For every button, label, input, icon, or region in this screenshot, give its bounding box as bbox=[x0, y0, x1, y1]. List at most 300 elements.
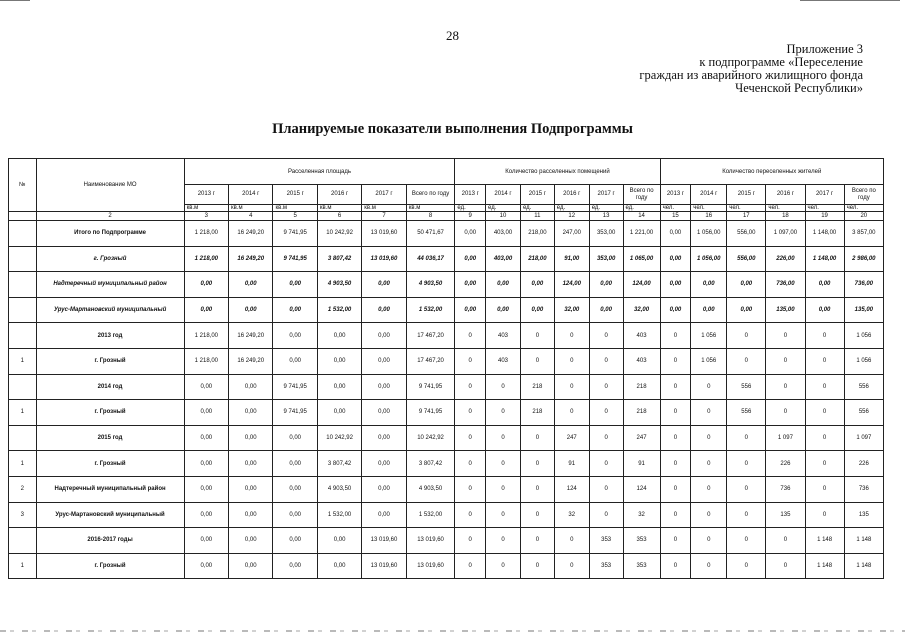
premises-cell: 91 bbox=[623, 451, 660, 477]
area-cell: 0,00 bbox=[273, 553, 317, 579]
residents-cell: 0 bbox=[766, 323, 805, 349]
group-premises-header: Количество расселенных помещений bbox=[455, 159, 660, 185]
area-cell: 13 019,60 bbox=[406, 553, 455, 579]
appendix-line-1: Приложение 3 bbox=[786, 42, 863, 56]
premises-cell: 0 bbox=[455, 425, 486, 451]
premises-cell: 0 bbox=[589, 323, 623, 349]
residents-cell: 0 bbox=[727, 502, 766, 528]
residents-cell: 1 056 bbox=[691, 348, 727, 374]
premises-cell: 0 bbox=[589, 400, 623, 426]
row-name: 2016-2017 годы bbox=[36, 528, 184, 554]
premises-cell: 0,00 bbox=[589, 297, 623, 323]
residents-cell: 0 bbox=[805, 451, 844, 477]
residents-cell: 0 bbox=[727, 425, 766, 451]
year-header-area-1: 2014 г bbox=[229, 185, 273, 205]
residents-cell: 0 bbox=[805, 425, 844, 451]
area-cell: 16 249,20 bbox=[229, 323, 273, 349]
residents-cell: 3 857,00 bbox=[844, 221, 883, 247]
area-cell: 10 242,92 bbox=[317, 221, 361, 247]
area-cell: 13 019,60 bbox=[362, 528, 406, 554]
premises-cell: 0 bbox=[486, 476, 521, 502]
table-row bbox=[9, 425, 884, 451]
column-number: 8 bbox=[406, 212, 455, 221]
area-cell: 0,00 bbox=[362, 272, 406, 298]
column-number: 4 bbox=[229, 212, 273, 221]
area-cell: 0,00 bbox=[184, 374, 228, 400]
area-cell: 44 036,17 bbox=[406, 246, 455, 272]
premises-cell: 32 bbox=[623, 502, 660, 528]
row-name: Урус-Мартановский муниципальный bbox=[36, 297, 184, 323]
area-cell: 0,00 bbox=[184, 425, 228, 451]
area-cell: 0,00 bbox=[229, 528, 273, 554]
table-row bbox=[9, 246, 884, 272]
area-cell: 3 807,42 bbox=[406, 451, 455, 477]
residents-cell: 1 097 bbox=[844, 425, 883, 451]
group-area-header: Расселенная площадь bbox=[184, 159, 455, 185]
column-number: 11 bbox=[520, 212, 554, 221]
premises-cell: 0 bbox=[520, 553, 554, 579]
area-cell: 0,00 bbox=[273, 297, 317, 323]
row-name: Надтеречный муниципальный район bbox=[36, 272, 184, 298]
area-cell: 13 019,60 bbox=[406, 528, 455, 554]
residents-cell: 135,00 bbox=[844, 297, 883, 323]
premises-cell: 0 bbox=[455, 528, 486, 554]
residents-cell: 0,00 bbox=[805, 297, 844, 323]
premises-cell: 0 bbox=[520, 502, 554, 528]
residents-cell: 0,00 bbox=[727, 272, 766, 298]
group-residents-header: Количество переселенных жителей bbox=[660, 159, 883, 185]
premises-cell: 0 bbox=[455, 400, 486, 426]
area-cell: 17 467,20 bbox=[406, 323, 455, 349]
area-cell: 9 741,95 bbox=[406, 400, 455, 426]
year-header-premises-5: Всего по году bbox=[623, 185, 660, 205]
column-number-empty bbox=[9, 212, 37, 221]
area-cell: 1 218,00 bbox=[184, 348, 228, 374]
premises-cell: 247 bbox=[554, 425, 589, 451]
area-cell: 1 218,00 bbox=[184, 323, 228, 349]
residents-cell: 0 bbox=[766, 400, 805, 426]
premises-cell: 218 bbox=[520, 374, 554, 400]
premises-cell: 403,00 bbox=[486, 246, 521, 272]
premises-cell: 124 bbox=[623, 476, 660, 502]
column-number: 18 bbox=[766, 212, 805, 221]
table-row bbox=[9, 502, 884, 528]
area-cell: 4 903,50 bbox=[317, 476, 361, 502]
residents-cell: 0 bbox=[805, 476, 844, 502]
premises-cell: 0 bbox=[520, 425, 554, 451]
area-cell: 16 249,20 bbox=[229, 221, 273, 247]
premises-cell: 0,00 bbox=[486, 272, 521, 298]
area-cell: 0,00 bbox=[229, 451, 273, 477]
area-cell: 9 741,95 bbox=[273, 400, 317, 426]
residents-cell: 0 bbox=[727, 451, 766, 477]
area-cell: 0,00 bbox=[229, 297, 273, 323]
area-cell: 0,00 bbox=[184, 476, 228, 502]
residents-cell: 736 bbox=[844, 476, 883, 502]
premises-cell: 0 bbox=[455, 553, 486, 579]
premises-cell: 124,00 bbox=[554, 272, 589, 298]
col-name-header: Наименование МО bbox=[36, 159, 184, 212]
row-name: 2013 год bbox=[36, 323, 184, 349]
premises-cell: 0 bbox=[455, 323, 486, 349]
column-number: 19 bbox=[805, 212, 844, 221]
residents-cell: 0 bbox=[660, 476, 691, 502]
area-cell: 0,00 bbox=[362, 323, 406, 349]
unit-header: чел. bbox=[844, 205, 883, 212]
premises-cell: 32,00 bbox=[554, 297, 589, 323]
area-cell: 0,00 bbox=[229, 553, 273, 579]
premises-cell: 0 bbox=[554, 553, 589, 579]
area-cell: 0,00 bbox=[273, 323, 317, 349]
residents-cell: 0 bbox=[691, 528, 727, 554]
premises-cell: 1 221,00 bbox=[623, 221, 660, 247]
table-row bbox=[9, 528, 884, 554]
residents-cell: 0 bbox=[805, 348, 844, 374]
area-cell: 13 019,60 bbox=[362, 221, 406, 247]
premises-cell: 0 bbox=[520, 323, 554, 349]
residents-cell: 0 bbox=[766, 553, 805, 579]
premises-cell: 403,00 bbox=[486, 221, 521, 247]
appendix-line-2: к подпрограмме «Переселение bbox=[699, 55, 863, 69]
year-header-residents-4: 2017 г bbox=[805, 185, 844, 205]
area-cell: 0,00 bbox=[229, 272, 273, 298]
year-header-area-0: 2013 г bbox=[184, 185, 228, 205]
premises-cell: 0 bbox=[589, 476, 623, 502]
residents-cell: 1 056,00 bbox=[691, 246, 727, 272]
area-cell: 0,00 bbox=[362, 502, 406, 528]
area-cell: 13 019,60 bbox=[362, 246, 406, 272]
unit-header: чел. bbox=[691, 205, 727, 212]
premises-cell: 0 bbox=[455, 476, 486, 502]
indicators-table bbox=[8, 158, 884, 579]
row-name: 2015 год bbox=[36, 425, 184, 451]
area-cell: 0,00 bbox=[362, 297, 406, 323]
area-cell: 0,00 bbox=[273, 272, 317, 298]
column-number: 20 bbox=[844, 212, 883, 221]
area-cell: 0,00 bbox=[362, 451, 406, 477]
row-number bbox=[9, 297, 37, 323]
area-cell: 13 019,60 bbox=[362, 553, 406, 579]
document-title: Планируемые показатели выполнения Подпрограммы bbox=[272, 121, 633, 137]
area-cell: 0,00 bbox=[273, 451, 317, 477]
area-cell: 9 741,95 bbox=[273, 221, 317, 247]
premises-cell: 0 bbox=[589, 502, 623, 528]
area-cell: 4 903,50 bbox=[317, 272, 361, 298]
unit-header: кв.м bbox=[406, 205, 455, 212]
premises-cell: 0 bbox=[455, 451, 486, 477]
residents-cell: 0 bbox=[691, 374, 727, 400]
column-number: 3 bbox=[184, 212, 228, 221]
premises-cell: 403 bbox=[486, 348, 521, 374]
row-name: г. Грозный bbox=[36, 451, 184, 477]
residents-cell: 0 bbox=[691, 502, 727, 528]
residents-cell: 736 bbox=[766, 476, 805, 502]
premises-cell: 0 bbox=[554, 348, 589, 374]
residents-cell: 0 bbox=[727, 323, 766, 349]
residents-cell: 556 bbox=[844, 400, 883, 426]
premises-cell: 124 bbox=[554, 476, 589, 502]
row-name: 2014 год bbox=[36, 374, 184, 400]
column-number: 6 bbox=[317, 212, 361, 221]
premises-cell: 0,00 bbox=[455, 246, 486, 272]
row-number bbox=[9, 272, 37, 298]
unit-header: кв.м bbox=[362, 205, 406, 212]
scan-artifact bbox=[0, 630, 905, 632]
row-number bbox=[9, 528, 37, 554]
premises-cell: 0,00 bbox=[455, 221, 486, 247]
area-cell: 0,00 bbox=[229, 502, 273, 528]
row-number bbox=[9, 374, 37, 400]
year-header-area-4: 2017 г bbox=[362, 185, 406, 205]
area-cell: 0,00 bbox=[273, 425, 317, 451]
unit-header: ед. bbox=[589, 205, 623, 212]
col-no-header: № bbox=[9, 159, 37, 212]
premises-cell: 0 bbox=[589, 348, 623, 374]
residents-cell: 736,00 bbox=[766, 272, 805, 298]
residents-cell: 0,00 bbox=[691, 297, 727, 323]
column-number: 7 bbox=[362, 212, 406, 221]
area-cell: 0,00 bbox=[362, 348, 406, 374]
area-cell: 4 903,50 bbox=[406, 272, 455, 298]
premises-cell: 218 bbox=[520, 400, 554, 426]
unit-header: чел. bbox=[660, 205, 691, 212]
residents-cell: 0,00 bbox=[660, 221, 691, 247]
residents-cell: 0 bbox=[660, 323, 691, 349]
unit-header: кв.м bbox=[317, 205, 361, 212]
premises-cell: 1 065,00 bbox=[623, 246, 660, 272]
premises-cell: 0 bbox=[520, 528, 554, 554]
year-header-residents-2: 2015 г bbox=[727, 185, 766, 205]
column-number: 2 bbox=[36, 212, 184, 221]
area-cell: 0,00 bbox=[362, 476, 406, 502]
premises-cell: 403 bbox=[623, 348, 660, 374]
year-header-premises-1: 2014 г bbox=[486, 185, 521, 205]
area-cell: 0,00 bbox=[229, 400, 273, 426]
premises-cell: 0,00 bbox=[589, 272, 623, 298]
row-name: г. Грозный bbox=[36, 348, 184, 374]
unit-header: ед. bbox=[520, 205, 554, 212]
row-name: Итого по Подпрограмме bbox=[36, 221, 184, 247]
row-number bbox=[9, 323, 37, 349]
residents-cell: 0,00 bbox=[660, 272, 691, 298]
residents-cell: 1 056,00 bbox=[691, 221, 727, 247]
residents-cell: 226 bbox=[844, 451, 883, 477]
column-number: 17 bbox=[727, 212, 766, 221]
premises-cell: 403 bbox=[623, 323, 660, 349]
residents-cell: 0,00 bbox=[805, 272, 844, 298]
table-row bbox=[9, 476, 884, 502]
area-cell: 9 741,95 bbox=[406, 374, 455, 400]
residents-cell: 1 056 bbox=[844, 323, 883, 349]
premises-cell: 0 bbox=[486, 502, 521, 528]
appendix-header bbox=[639, 43, 863, 95]
area-cell: 0,00 bbox=[184, 297, 228, 323]
premises-cell: 0,00 bbox=[520, 272, 554, 298]
premises-cell: 353 bbox=[589, 528, 623, 554]
premises-cell: 0 bbox=[486, 451, 521, 477]
premises-cell: 91,00 bbox=[554, 246, 589, 272]
premises-cell: 0,00 bbox=[520, 297, 554, 323]
table-row bbox=[9, 553, 884, 579]
unit-header: ед. bbox=[623, 205, 660, 212]
premises-cell: 0 bbox=[554, 374, 589, 400]
table-row bbox=[9, 348, 884, 374]
row-number: 1 bbox=[9, 348, 37, 374]
area-cell: 0,00 bbox=[317, 323, 361, 349]
area-cell: 0,00 bbox=[317, 374, 361, 400]
premises-cell: 0 bbox=[520, 476, 554, 502]
residents-cell: 1 148,00 bbox=[805, 246, 844, 272]
residents-cell: 556 bbox=[727, 400, 766, 426]
residents-cell: 0 bbox=[727, 348, 766, 374]
residents-cell: 0 bbox=[691, 400, 727, 426]
unit-header: ед. bbox=[455, 205, 486, 212]
residents-cell: 0,00 bbox=[727, 297, 766, 323]
premises-cell: 403 bbox=[486, 323, 521, 349]
table-row bbox=[9, 374, 884, 400]
residents-cell: 556 bbox=[727, 374, 766, 400]
row-number: 1 bbox=[9, 553, 37, 579]
premises-cell: 218,00 bbox=[520, 221, 554, 247]
area-cell: 0,00 bbox=[362, 400, 406, 426]
appendix-line-4: Чеченской Республики» bbox=[735, 81, 863, 95]
table-row bbox=[9, 297, 884, 323]
residents-cell: 0 bbox=[660, 553, 691, 579]
residents-cell: 0 bbox=[691, 451, 727, 477]
area-cell: 0,00 bbox=[317, 348, 361, 374]
residents-cell: 0 bbox=[766, 348, 805, 374]
row-number: 1 bbox=[9, 400, 37, 426]
residents-cell: 0 bbox=[766, 528, 805, 554]
residents-cell: 1 056 bbox=[691, 323, 727, 349]
residents-cell: 0 bbox=[766, 374, 805, 400]
area-cell: 0,00 bbox=[273, 476, 317, 502]
appendix-line-3: граждан из аварийного жилищного фонда bbox=[639, 68, 863, 82]
residents-cell: 1 148 bbox=[805, 528, 844, 554]
column-number: 14 bbox=[623, 212, 660, 221]
residents-cell: 0 bbox=[805, 502, 844, 528]
residents-cell: 1 148 bbox=[805, 553, 844, 579]
area-cell: 0,00 bbox=[362, 425, 406, 451]
column-number: 10 bbox=[486, 212, 521, 221]
area-cell: 9 741,95 bbox=[273, 246, 317, 272]
area-cell: 0,00 bbox=[229, 425, 273, 451]
area-cell: 10 242,92 bbox=[317, 425, 361, 451]
area-cell: 3 807,42 bbox=[317, 451, 361, 477]
premises-cell: 0 bbox=[554, 528, 589, 554]
premises-cell: 247 bbox=[623, 425, 660, 451]
residents-cell: 0 bbox=[805, 374, 844, 400]
premises-cell: 353,00 bbox=[589, 221, 623, 247]
column-number: 5 bbox=[273, 212, 317, 221]
row-name: Урус-Мартановский муниципальный bbox=[36, 502, 184, 528]
residents-cell: 0 bbox=[660, 502, 691, 528]
area-cell: 0,00 bbox=[184, 528, 228, 554]
area-cell: 0,00 bbox=[184, 502, 228, 528]
premises-cell: 0,00 bbox=[455, 272, 486, 298]
premises-cell: 124,00 bbox=[623, 272, 660, 298]
row-name: г. Грозный bbox=[36, 246, 184, 272]
residents-cell: 0 bbox=[660, 374, 691, 400]
residents-cell: 0 bbox=[691, 476, 727, 502]
premises-cell: 0 bbox=[589, 451, 623, 477]
table-row bbox=[9, 400, 884, 426]
column-number: 12 bbox=[554, 212, 589, 221]
year-header-residents-1: 2014 г bbox=[691, 185, 727, 205]
premises-cell: 0 bbox=[520, 451, 554, 477]
year-header-premises-4: 2017 г bbox=[589, 185, 623, 205]
year-header-area-2: 2015 г bbox=[273, 185, 317, 205]
residents-cell: 2 986,00 bbox=[844, 246, 883, 272]
row-name: г. Грозный bbox=[36, 400, 184, 426]
year-header-premises-2: 2015 г bbox=[520, 185, 554, 205]
row-number: 3 bbox=[9, 502, 37, 528]
premises-cell: 0 bbox=[589, 374, 623, 400]
residents-cell: 0 bbox=[660, 451, 691, 477]
premises-cell: 353 bbox=[589, 553, 623, 579]
residents-cell: 1 097 bbox=[766, 425, 805, 451]
area-cell: 50 471,67 bbox=[406, 221, 455, 247]
table-row bbox=[9, 451, 884, 477]
residents-cell: 1 056 bbox=[844, 348, 883, 374]
area-cell: 3 807,42 bbox=[317, 246, 361, 272]
row-number bbox=[9, 425, 37, 451]
row-number: 2 bbox=[9, 476, 37, 502]
year-header-area-3: 2016 г bbox=[317, 185, 361, 205]
year-header-premises-3: 2016 г bbox=[554, 185, 589, 205]
residents-cell: 226,00 bbox=[766, 246, 805, 272]
premises-cell: 0 bbox=[486, 528, 521, 554]
premises-cell: 247,00 bbox=[554, 221, 589, 247]
column-number: 9 bbox=[455, 212, 486, 221]
page-number: 28 bbox=[446, 28, 459, 43]
premises-cell: 0 bbox=[554, 400, 589, 426]
row-number: 1 bbox=[9, 451, 37, 477]
residents-cell: 0,00 bbox=[660, 297, 691, 323]
area-cell: 4 903,50 bbox=[406, 476, 455, 502]
unit-header: чел. bbox=[805, 205, 844, 212]
area-cell: 0,00 bbox=[317, 553, 361, 579]
residents-cell: 0 bbox=[660, 348, 691, 374]
area-cell: 0,00 bbox=[273, 502, 317, 528]
unit-header: чел. bbox=[766, 205, 805, 212]
row-name: г. Грозный bbox=[36, 553, 184, 579]
residents-cell: 0 bbox=[805, 400, 844, 426]
residents-cell: 135 bbox=[844, 502, 883, 528]
residents-cell: 0 bbox=[805, 323, 844, 349]
residents-cell: 556,00 bbox=[727, 221, 766, 247]
residents-cell: 1 148,00 bbox=[805, 221, 844, 247]
table-row bbox=[9, 272, 884, 298]
premises-cell: 32 bbox=[554, 502, 589, 528]
premises-cell: 353,00 bbox=[589, 246, 623, 272]
year-header-premises-0: 2013 г bbox=[455, 185, 486, 205]
residents-cell: 0 bbox=[727, 553, 766, 579]
residents-cell: 0 bbox=[660, 400, 691, 426]
area-cell: 0,00 bbox=[317, 400, 361, 426]
area-cell: 0,00 bbox=[273, 528, 317, 554]
residents-cell: 0 bbox=[691, 425, 727, 451]
year-header-area-5: Всего по году bbox=[406, 185, 455, 205]
unit-header: ед. bbox=[486, 205, 521, 212]
premises-cell: 0 bbox=[455, 348, 486, 374]
residents-cell: 1 148 bbox=[844, 528, 883, 554]
area-cell: 0,00 bbox=[273, 348, 317, 374]
premises-cell: 0 bbox=[520, 348, 554, 374]
table-row bbox=[9, 323, 884, 349]
premises-cell: 0 bbox=[486, 374, 521, 400]
residents-cell: 0 bbox=[660, 528, 691, 554]
